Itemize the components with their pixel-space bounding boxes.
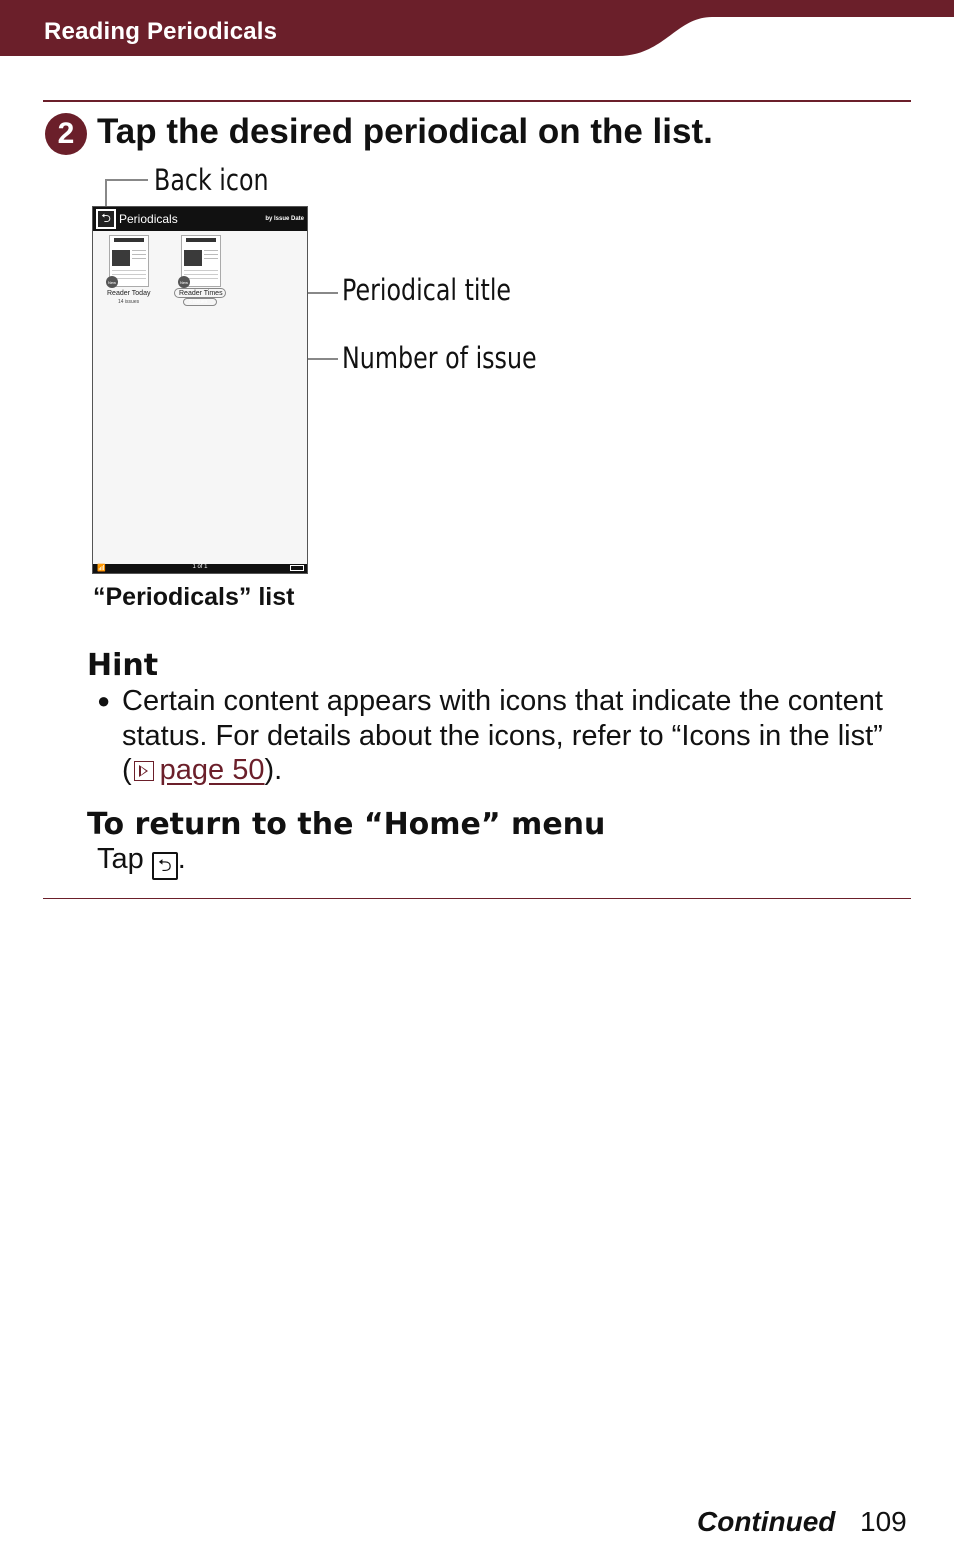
periodicals-screen (92, 206, 308, 574)
back-icon[interactable]: ⮌ (96, 209, 116, 229)
bullet-icon: ● (97, 688, 111, 713)
page-reference-icon (134, 761, 154, 781)
number-of-issue-callout: Number of issue (342, 341, 537, 375)
cover-image-icon (112, 250, 130, 266)
page-indicator: 1 of 1 (192, 564, 208, 570)
hint-text (97, 684, 897, 788)
step-number-badge: 2 (45, 113, 87, 155)
continued-label: Continued (697, 1506, 836, 1537)
periodical-title-highlight (174, 288, 226, 298)
top-rule (43, 100, 911, 102)
return-home-heading: To return to the “Home” menu (87, 807, 606, 842)
wireless-icon: 📶 (97, 565, 106, 572)
page-link[interactable]: page 50 (159, 754, 265, 786)
tap-text: Tap (97, 843, 144, 875)
hint-item (97, 684, 897, 788)
issue-count: 14 issues (118, 299, 140, 305)
hint-heading: Hint (87, 648, 159, 683)
new-badge: New (178, 276, 190, 288)
sort-label[interactable]: by Issue Date (265, 216, 304, 222)
back-icon: ⮌ (152, 852, 178, 880)
battery-icon (290, 565, 304, 571)
periodical-title[interactable]: Reader Times (179, 290, 223, 297)
back-icon-callout: Back icon (154, 163, 269, 197)
step-heading: Tap the desired periodical on the list. (97, 112, 713, 151)
period-text: . (177, 843, 186, 875)
issue-count: 5 issues (189, 299, 208, 305)
periodical-title[interactable]: Reader Today (107, 290, 151, 297)
screen-title: Periodicals (119, 212, 178, 226)
return-home-instruction (97, 843, 186, 880)
periodical-title-callout: Periodical title (342, 273, 512, 307)
section-title: Reading Periodicals (44, 18, 278, 45)
bottom-rule (43, 898, 911, 899)
screen-status-bar (93, 564, 307, 573)
screen-title-bar (93, 207, 307, 231)
hint-text-after: ). (264, 754, 283, 786)
figure-caption: “Periodicals” list (93, 583, 295, 611)
number-of-issue-highlight (183, 298, 217, 306)
cover-image-icon (184, 250, 202, 266)
hint-text-before: Certain content appears with icons that indicate the content status. For details about the icons, refer to “Icons in the list” ( (122, 685, 883, 786)
page-number: 109 (860, 1506, 907, 1537)
new-badge: New (106, 276, 118, 288)
header-band (0, 0, 954, 58)
